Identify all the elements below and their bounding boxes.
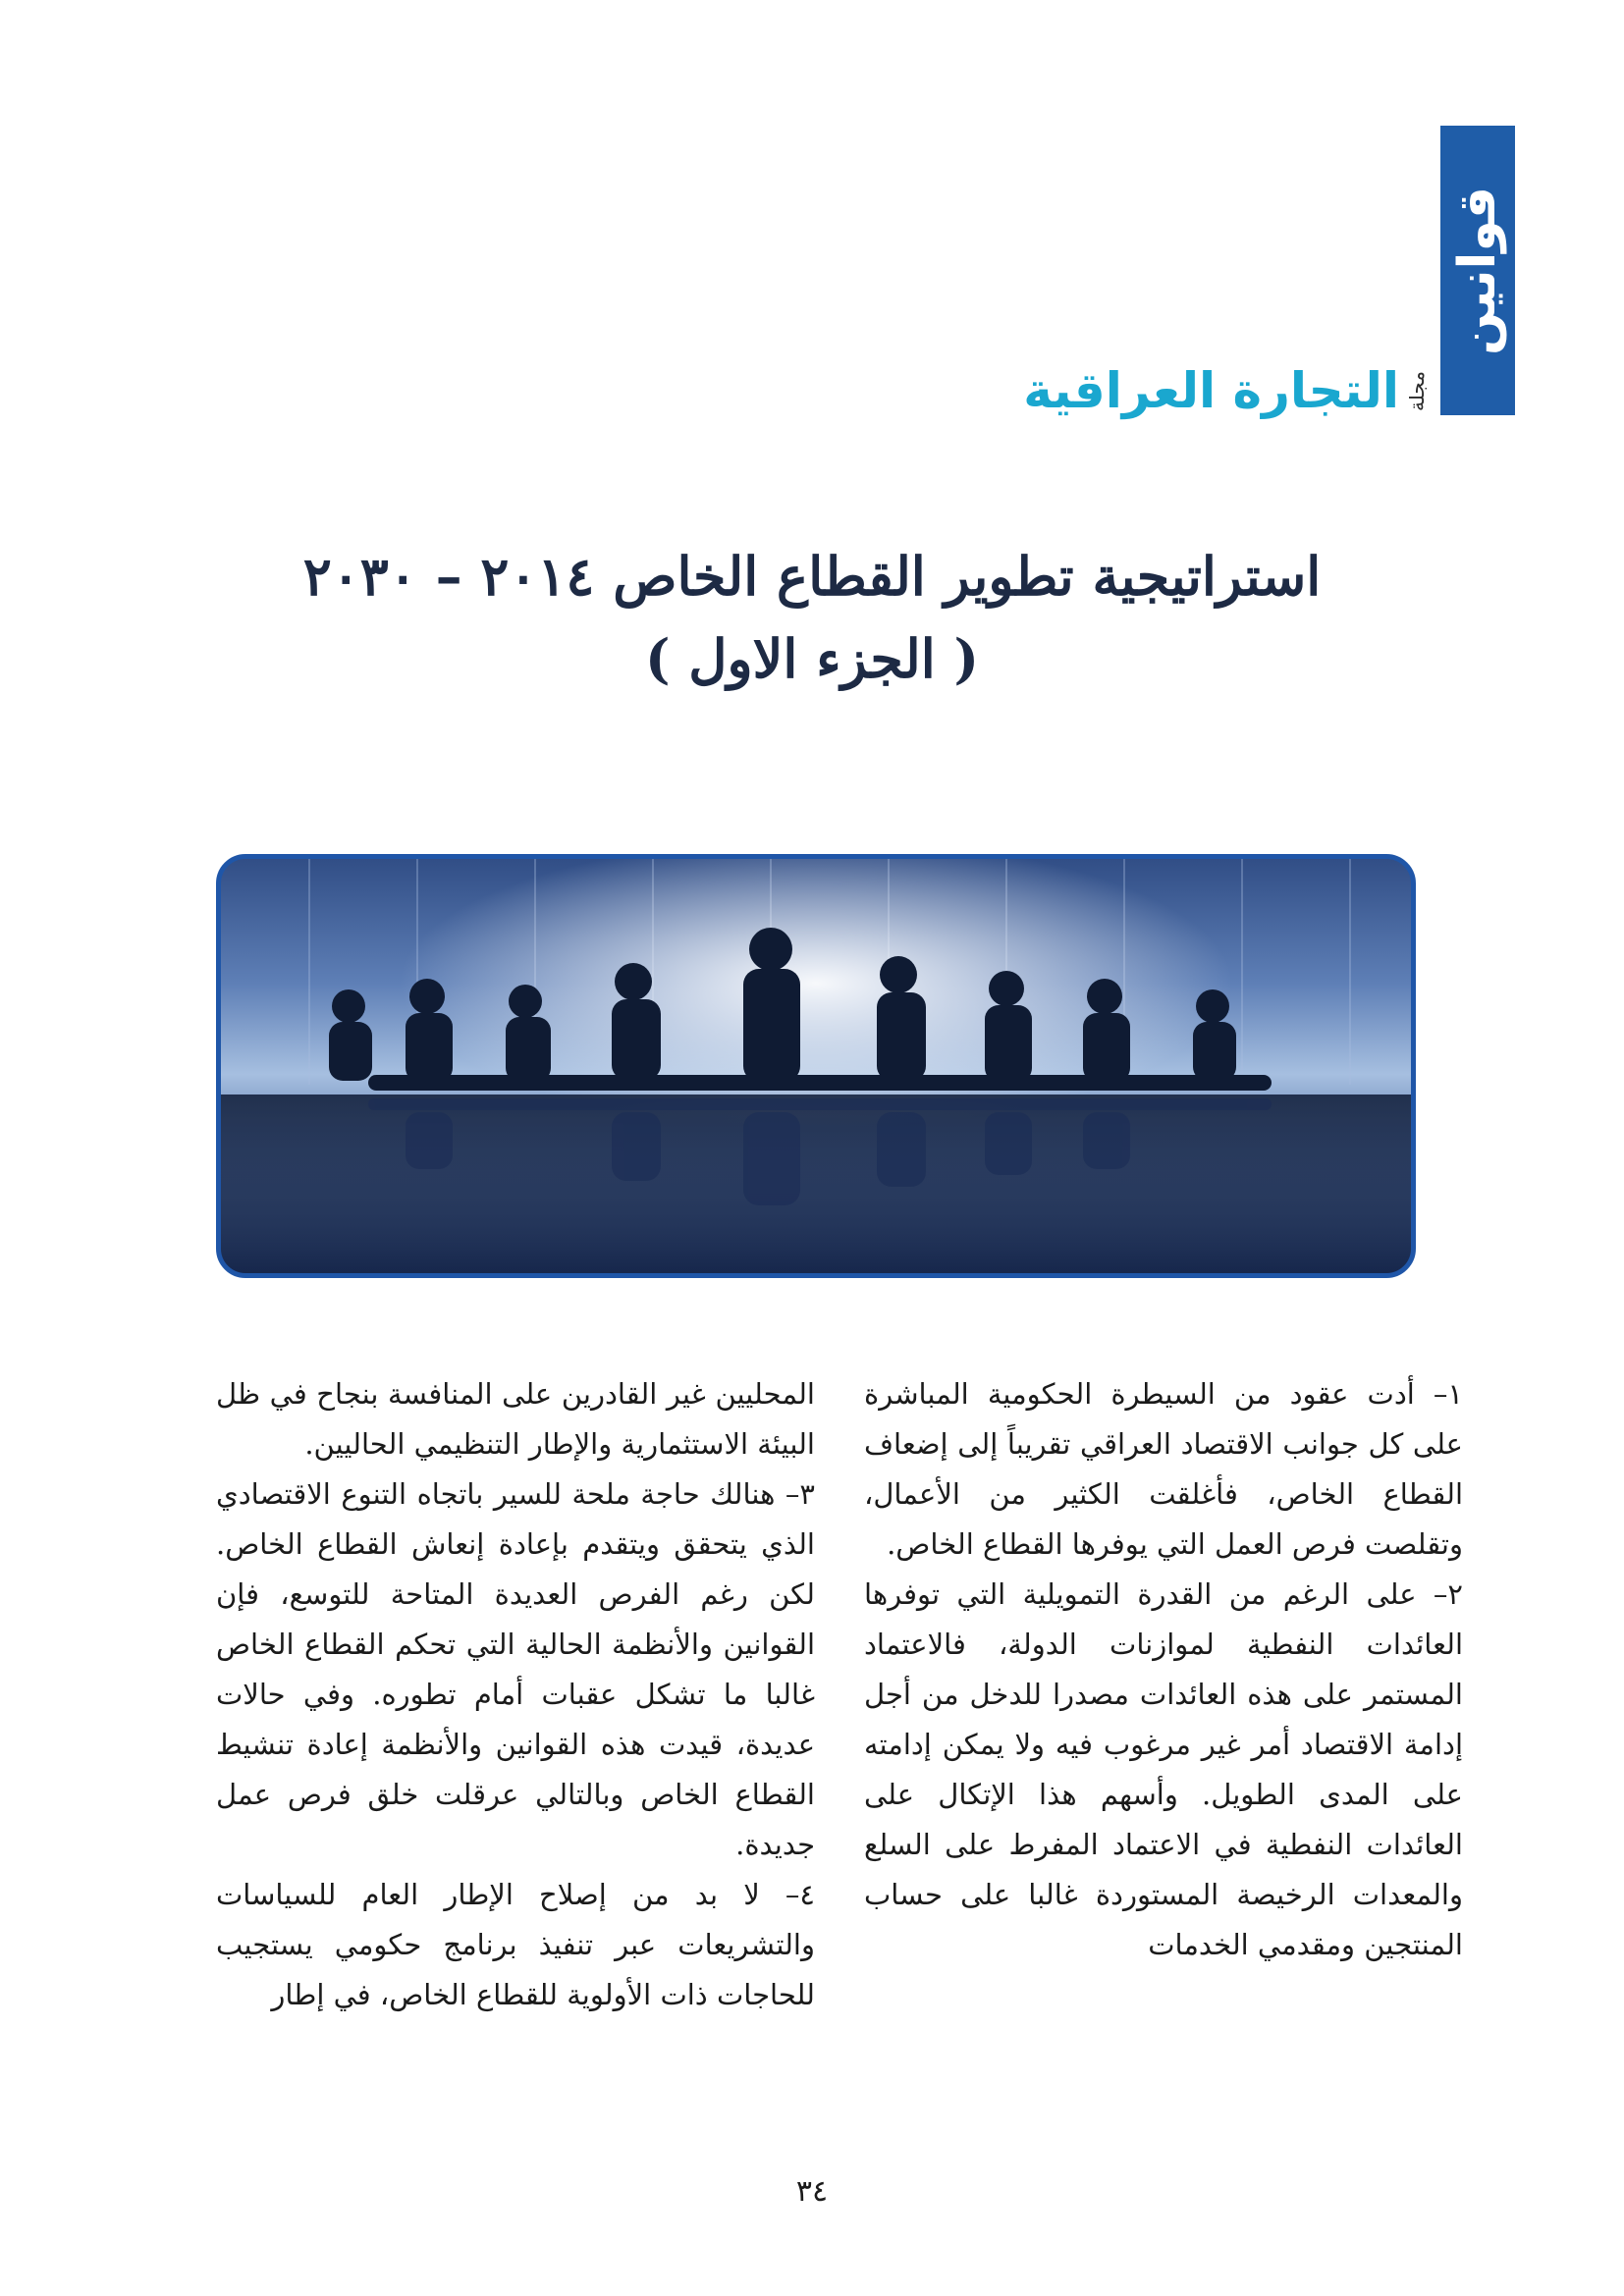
title-line-1: استراتيجية تطوير القطاع الخاص ٢٠١٤ – ٢٠٣٠: [302, 545, 1322, 608]
section-label: قوانين: [1448, 186, 1507, 355]
column-right: [864, 1369, 1463, 1970]
title-line-2: ( الجزء الاول ): [644, 627, 980, 690]
page-number: ٣٤: [795, 2174, 829, 2209]
column-left: [216, 1369, 815, 2020]
meeting-silhouette-image: [221, 859, 1411, 1273]
logo-small-word: مجلة: [1405, 370, 1429, 411]
paragraph: ١– أدت عقود من السيطرة الحكومية المباشرة على كل جوانب الاقتصاد العراقي تقريباً إلى إضعاف القطاع الخاص، فأغلقت الكثير من الأعمال، وتقلصت فرص العمل التي يوفرها القطاع الخاص.: [864, 1377, 1463, 1561]
section-tab: [1440, 126, 1515, 415]
paragraph: ٤– لا بد من إصلاح الإطار العام للسياسات والتشريعات عبر تنفيذ برنامج حكومي يستجيب للحاجات ذات الأولوية للقطاع الخاص، في إطار: [216, 1878, 815, 2011]
paragraph: ٢– على الرغم من القدرة التمويلية التي توفرها العائدات النفطية لموازنات الدولة، فالاعتماد المستمر على هذه العائدات مصدرا للدخل من أجل إدامة الاقتصاد أمر غير مرغوب فيه ولا يمكن إدامته على المدى الطويل. وأسهم هذا الإتكال على العائدات النفطية في الاعتماد المفرط على السلع والمعدات الرخيصة المستوردة غالبا على حساب المنتجين ومقدمي الخدمات: [864, 1577, 1463, 1961]
logo-name: التجارة العراقية: [1023, 362, 1399, 419]
article-body: [216, 1369, 1463, 2115]
article-title: [147, 535, 1477, 700]
paragraph: ٣– هنالك حاجة ملحة للسير باتجاه التنوع الاقتصادي الذي يتحقق ويتقدم بإعادة إنعاش القطاع الخاص. لكن رغم الفرص العديدة المتاحة للتوسع، فإن القوانين والأنظمة الحالية التي تحكم القطاع الخاص غالبا ما تشكل عقبات أمام تطوره. وفي حالات عديدة، قيدت هذه القوانين والأنظمة إعادة تنشيط القطاع الخاص وبالتالي عرقلت خلق فرص عمل جديدة.: [216, 1477, 815, 1861]
magazine-logo: [1023, 351, 1429, 430]
paragraph: المحليين غير القادرين على المنافسة بنجاح في ظل البيئة الاستثمارية والإطار التنظيمي الحاليين.: [216, 1377, 815, 1461]
meeting-photo: [216, 854, 1416, 1278]
